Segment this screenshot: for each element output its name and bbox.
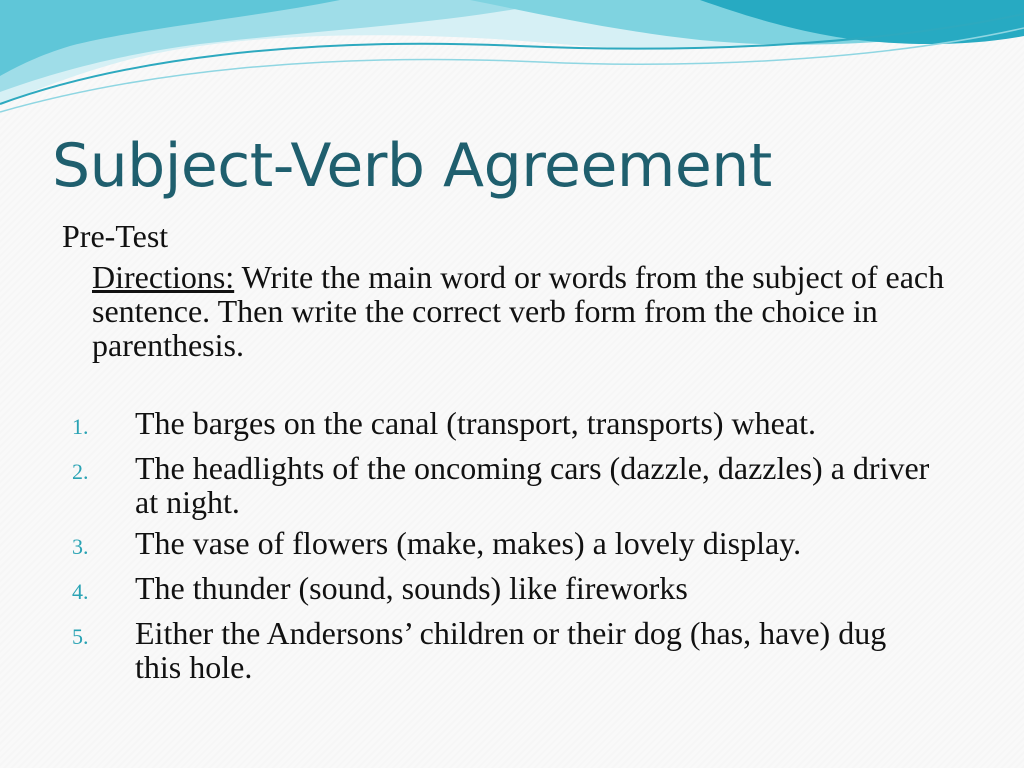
list-item	[72, 406, 972, 444]
list-item	[72, 526, 972, 564]
list-item-number: 5.	[72, 624, 89, 649]
list-item-text: The thunder (sound, sounds) like fireworks	[135, 570, 688, 606]
pre-test-heading: Pre-Test	[62, 218, 169, 254]
list-item-text: The vase of flowers (make, makes) a lovely display.	[135, 525, 802, 561]
list-item-number: 1.	[72, 414, 89, 439]
list-item-number: 2.	[72, 459, 89, 484]
list-item	[72, 616, 972, 684]
list-item-number: 4.	[72, 579, 89, 604]
list-item	[72, 571, 972, 609]
directions-text: Write the main word or words from the subject of each sentence. Then write the correct verb form from the choice in parenthesis.	[92, 259, 945, 363]
list-item	[72, 451, 972, 519]
question-list	[72, 406, 972, 691]
list-item-text: Either the Andersons’ children or their dog (has, have) dug this hole.	[135, 615, 887, 685]
wave-header-graphic	[0, 0, 1024, 130]
directions-label: Directions:	[92, 259, 235, 295]
list-item-text: The headlights of the oncoming cars (dazzle, dazzles) a driver at night.	[135, 450, 930, 520]
directions-paragraph	[92, 260, 992, 362]
slide-title: Subject-Verb Agreement	[52, 131, 772, 201]
list-item-number: 3.	[72, 534, 89, 559]
list-item-text: The barges on the canal (transport, transports) wheat.	[135, 405, 816, 441]
